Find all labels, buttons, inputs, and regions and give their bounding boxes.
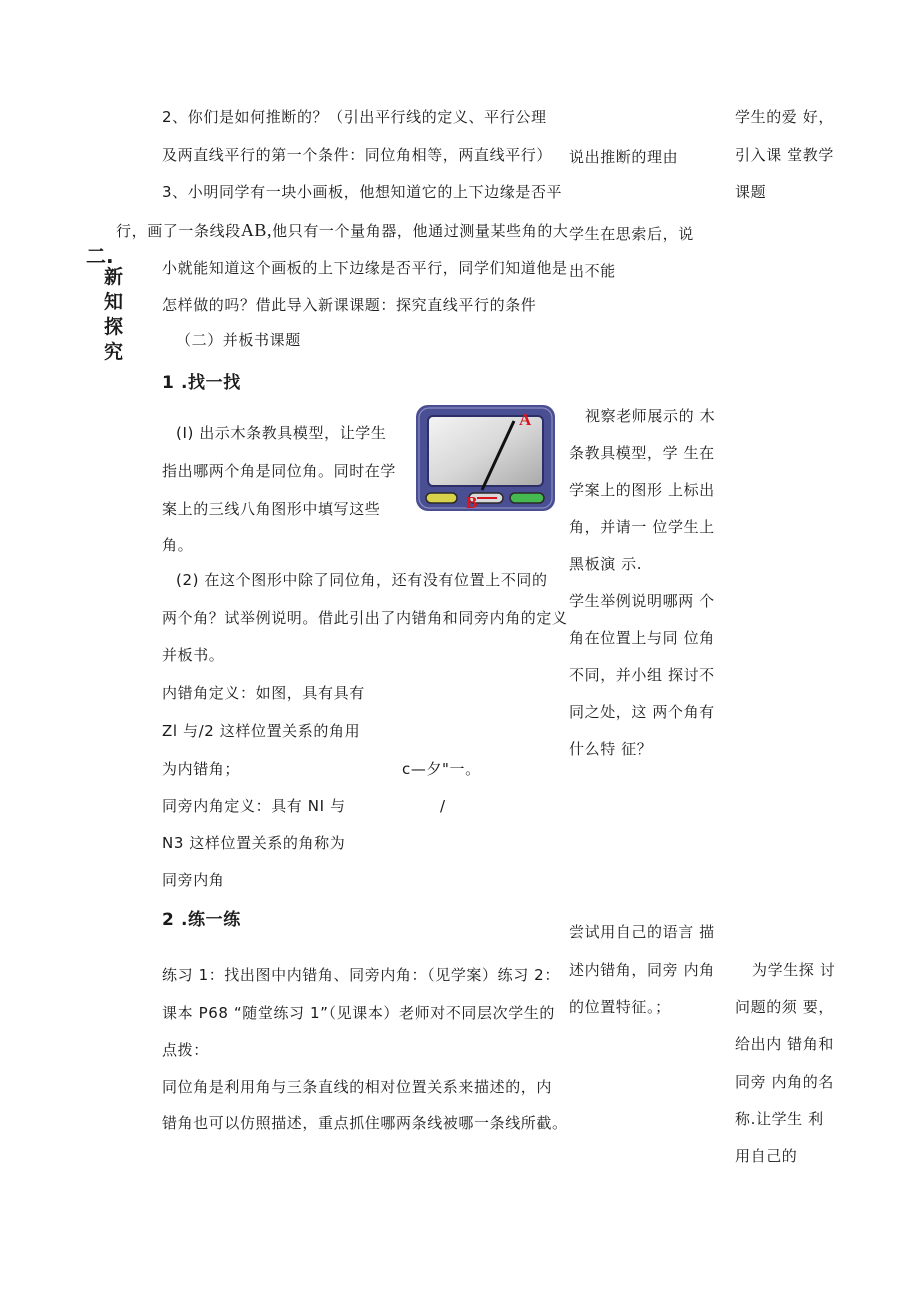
section-title-char-4: 究 — [104, 341, 124, 363]
student-line-15: 述内错角，同旁 内角 — [569, 961, 715, 979]
student-line-16: 的位置特征。； — [569, 998, 671, 1016]
para-2-line-a: (2) 在这个图形中除了同位角，还有没有位置上不同的 — [176, 571, 548, 589]
main-line-4c: 他只有一个量角器，他通过测量某些角的大 — [272, 222, 569, 240]
intent-line-2: 引入课 堂教学 — [735, 146, 834, 164]
student-line-9: 学生举例说明哪两 个 — [569, 592, 715, 610]
def-same-side-line-2: N3 这样位置关系的角称为 — [162, 834, 346, 852]
para-1-line-d: 角。 — [162, 536, 194, 554]
point-a-label: A — [519, 410, 532, 429]
section-number: 二. — [86, 244, 114, 268]
board-button-green — [510, 493, 544, 503]
intent-line-6: 给出内 错角和 — [735, 1035, 834, 1053]
student-line-1: 说出推断的理由 — [569, 148, 679, 166]
intent-line-3: 课题 — [735, 183, 767, 201]
student-line-13: 什么特 征？ — [569, 740, 653, 758]
exercise-line-5: 错角也可以仿照描述，重点抓住哪两条线被哪一条线所截。 — [162, 1114, 568, 1132]
exercise-line-4: 同位角是利用角与三条直线的相对位置关系来描述的，内 — [162, 1078, 553, 1096]
main-line-2: 及两直线平行的第一个条件：同位角相等，两直线平行） — [162, 146, 553, 164]
def-same-side-line-3: 同旁内角 — [162, 871, 225, 889]
exercise-line-1: 练习 1：找出图中内错角、同旁内角：（见学案）练习 2： — [162, 966, 560, 984]
main-line-4a: 行，画了一条线段 — [116, 222, 241, 240]
drawing-board-figure — [415, 404, 556, 512]
para-2-line-b: 两个角？试举例说明。借此引出了内错角和同旁内角的定义 — [162, 609, 568, 627]
main-line-3: 3、小明同学有一块小画板，他想知道它的上下边缘是否平 — [162, 183, 563, 201]
intent-line-1: 学生的爱 好， — [735, 108, 834, 126]
heading-find: 1 .找一找 — [162, 373, 241, 393]
student-line-7: 角，并请一 位学生上 — [569, 518, 715, 536]
para-1-line-c: 案上的三线八角图形中填写这些 — [162, 500, 381, 518]
student-line-14: 尝试用自己的语言 描 — [569, 923, 715, 941]
intent-line-7: 同旁 内角的名 — [735, 1073, 834, 1091]
board-button-yellow — [426, 493, 457, 503]
def-alternate-line-2: Zl 与/2 这样位置关系的角用 — [162, 722, 361, 740]
def-alternate-line-1: 内错角定义：如图，具有具有 — [162, 684, 365, 702]
section-title-char-3: 探 — [104, 316, 124, 338]
intent-line-5: 问题的须 要， — [735, 998, 834, 1016]
student-line-3: 出不能 — [569, 262, 616, 280]
student-line-5: 条教具模型，学 生在 — [569, 444, 715, 462]
student-line-11: 不同，并小组 探讨不 — [569, 666, 715, 684]
para-1-line-b: 指出哪两个角是同位角。同时在学 — [162, 462, 397, 480]
point-b-label: B — [466, 493, 478, 512]
intent-line-9: 用自己的 — [735, 1147, 798, 1165]
student-line-10: 角在位置上与同 位角 — [569, 629, 715, 647]
student-line-2: 学生在思索后，说 — [569, 225, 694, 243]
main-line-1: 2、你们是如何推断的？（引出平行线的定义、平行公理 — [162, 108, 547, 126]
para-1-line-a: (I) 出示木条教具模型，让学生 — [176, 424, 387, 442]
segment-ab: AB, — [240, 220, 273, 240]
main-line-4 — [116, 221, 569, 240]
main-line-5: 小就能知道这个画板的上下边缘是否平行，同学们知道他是 — [162, 259, 568, 277]
subsection-title: （二）并板书课题 — [176, 331, 301, 349]
student-line-6: 学案上的图形 上标出 — [569, 481, 715, 499]
para-2-line-c: 并板书。 — [162, 646, 225, 664]
figure-residue-slash: / — [440, 797, 446, 815]
heading-practice: 2 .练一练 — [162, 910, 241, 930]
student-line-4: 视察老师展示的 木 — [585, 407, 716, 425]
student-line-12: 同之处，这 两个角有 — [569, 703, 715, 721]
def-alternate-line-3: 为内错角； — [162, 760, 241, 778]
section-title-char-2: 知 — [104, 291, 124, 313]
section-title-char-1: 新 — [104, 266, 124, 288]
intent-line-4: 为学生探 讨 — [752, 961, 836, 979]
intent-line-8: 称.让学生 利 — [735, 1110, 824, 1128]
def-same-side-line-1: 同旁内角定义：具有 NI 与 — [162, 797, 346, 815]
exercise-line-2: 课本 P68 “随堂练习 1”（见课本）老师对不同层次学生的 — [162, 1004, 556, 1022]
exercise-line-3: 点拨： — [162, 1041, 209, 1059]
student-line-8: 黑板演 示. — [569, 555, 643, 573]
figure-residue-text: c—夕"一。 — [402, 760, 481, 778]
main-line-6: 怎样做的吗？借此导入新课课题：探究直线平行的条件 — [162, 296, 537, 314]
